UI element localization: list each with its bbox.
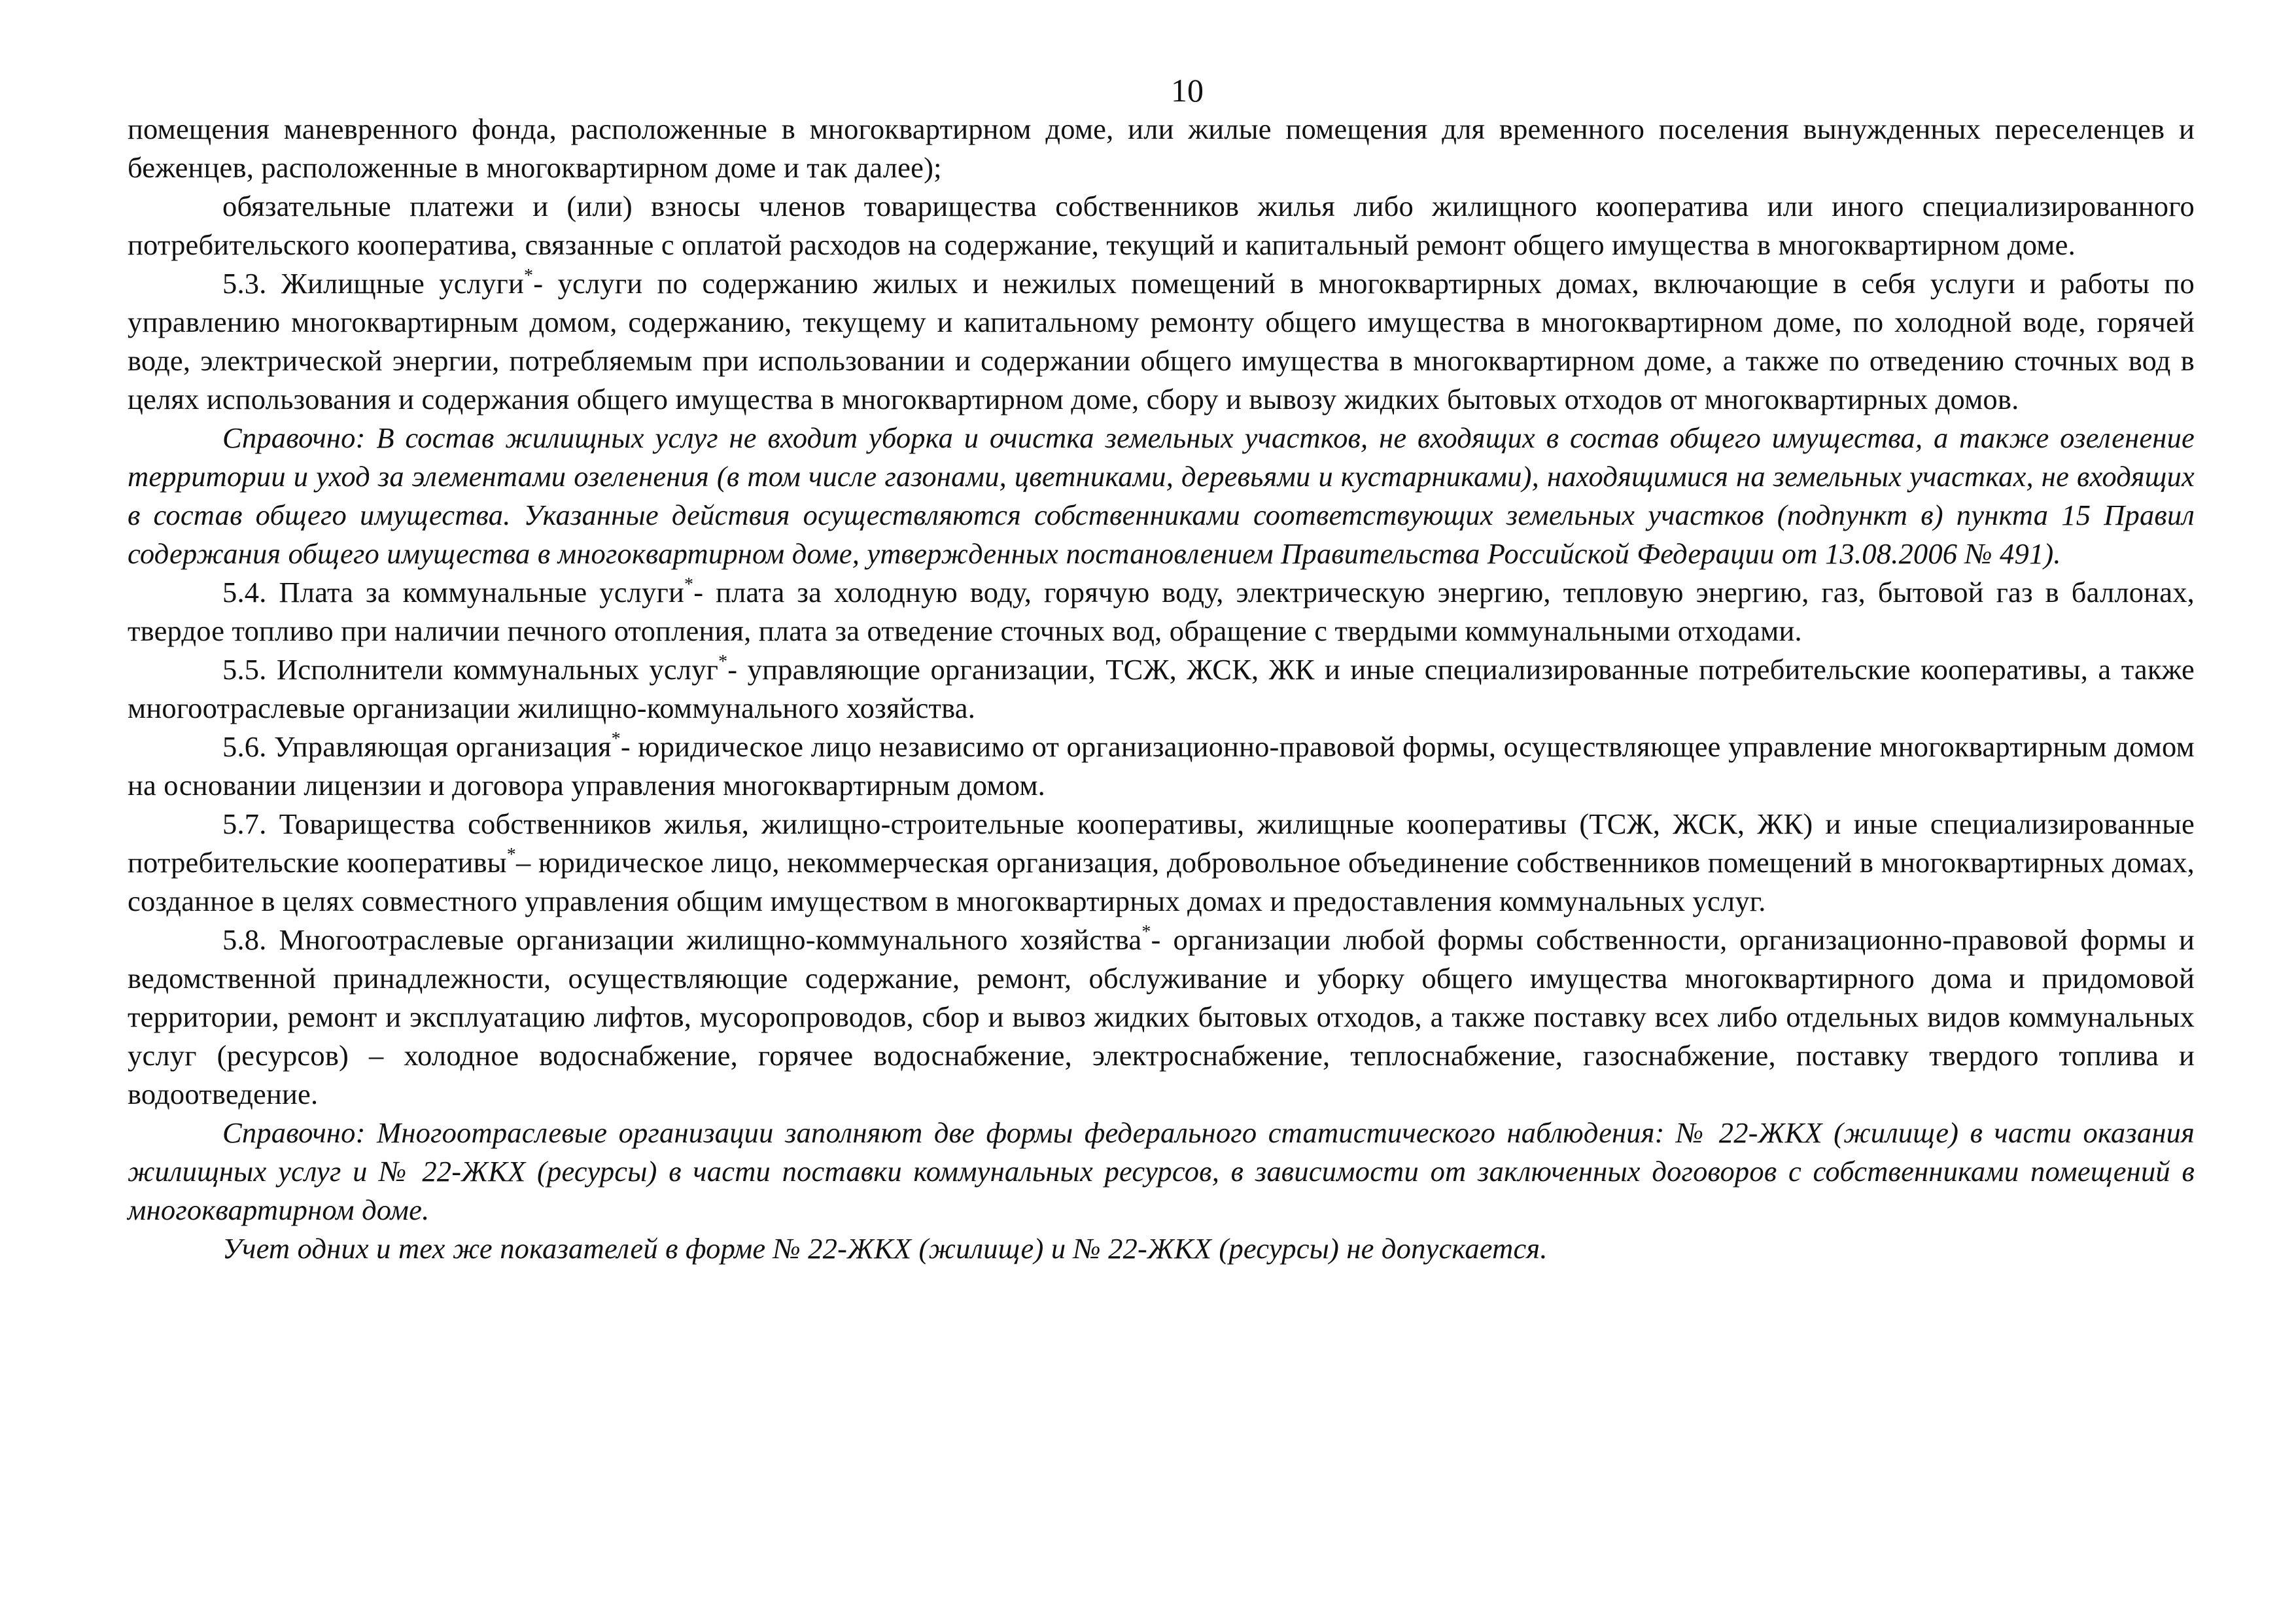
asterisk-mark: * (506, 845, 516, 865)
asterisk-mark: * (718, 652, 728, 672)
reference-note-1 (128, 419, 2195, 573)
paragraph-text: 5.3. Жилищные услуги (222, 267, 525, 300)
reference-note-2 (128, 1114, 2195, 1229)
asterisk-mark: * (684, 574, 694, 595)
paragraph-text-rest: - организации любой формы собственности, организационно-правовой формы и ведомственной принадлежности, осуществляющие содержание, ремонт, обслуживание и уборку общего имущества многоквартирного дома и придомовой территории, ремонт и эксплуатацию лифтов, мусоропроводов, сбор и вывоз жидких бытовых отходов, а также поставку всех либо отдельных видов коммунальных услуг (ресурсов) – холодное водоснабжение, горячее водоснабжение, электроснабжение, теплоснабжение, газоснабжение, поставку твердого топлива и водоотведение. (128, 923, 2195, 1110)
paragraph-text-rest: – юридическое лицо, некоммерческая организация, добровольное объединение собственников помещений в многоквартирных домах, созданное в целях совместного управления общим имуществом в многоквартирных домах и предоставления коммунальных услуг. (128, 846, 2195, 917)
paragraph-5-7 (128, 805, 2195, 921)
paragraph-text: 5.5. Исполнители коммунальных услуг (222, 653, 719, 686)
paragraph-continuation (128, 110, 2195, 187)
note-text: Справочно: В состав жилищных услуг не входит уборка и очистка земельных участков, не входящих в состав общего имущества, а также озеленение территории и уход за элементами озеленения (в том числе газонами, цветниками, деревьями и кустарниками), находящимися на земельных участках, не входящих в состав общего имущества. Указанные действия осуществляются собственниками соответствующих земельных участков (подпункт в) пункта 15 Правил содержания общего имущества в многоквартирном доме, утвержденных постановлением Правительства Российской Федерации от 13.08.2006 № 491). (128, 421, 2195, 570)
note-text: Учет одних и тех же показателей в форме № 22-ЖКХ (жилище) и № 22-ЖКХ (ресурсы) не допускается. (222, 1232, 1548, 1265)
paragraph-5-6 (128, 728, 2195, 805)
note-text: Справочно: Многоотраслевые организации заполняют две формы федерального статистического наблюдения: № 22-ЖКХ (жилище) в части оказания жилищных услуг и № 22-ЖКХ (ресурсы) в части поставки коммунальных ресурсов, в зависимости от заключенных договоров с собственниками помещений в многоквартирном доме. (128, 1116, 2195, 1226)
paragraph-text: 5.7. Товарищества собственников жилья, жилищно-строительные кооперативы, жилищные кооперативы (ТСЖ, ЖСК, ЖК) и иные специализированные потребительские кооперативы (128, 807, 2195, 879)
asterisk-mark: * (524, 266, 534, 286)
paragraph-text-rest: - управляющие организации, ТСЖ, ЖСК, ЖК и иные специализированные потребительские кооперативы, а также многоотраслевые организации жилищно-коммунального хозяйства. (128, 653, 2195, 724)
paragraph-text: 5.8. Многоотраслевые организации жилищно-коммунального хозяйства (222, 923, 1142, 956)
paragraph-text: 5.6. Управляющая организация (222, 730, 612, 763)
reference-note-3 (128, 1229, 2195, 1268)
paragraph-text-rest: - плата за холодную воду, горячую воду, электрическую энергию, тепловую энергию, газ, бытовой газ в баллонах, твердое топливо при наличии печного отопления, плата за отведение сточных вод, обращение с твердыми коммунальными отходами. (128, 576, 2195, 647)
paragraph-5-3 (128, 264, 2195, 419)
paragraph-5-5 (128, 650, 2195, 728)
paragraph-text: 5.4. Плата за коммунальные услуги (222, 576, 684, 609)
paragraph-text-rest: - юридическое лицо независимо от организационно-правовой формы, осуществляющее управление многоквартирным домом на основании лицензии и договора управления многоквартирным домом. (128, 730, 2195, 802)
paragraph-obligatory-payments (128, 187, 2195, 264)
asterisk-mark: * (1141, 922, 1151, 942)
page-number: 10 (1171, 72, 1204, 109)
paragraph-text: помещения маневренного фонда, расположенные в многоквартирном доме, или жилые помещения для временного поселения вынужденных переселенцев и беженцев, расположенные в многоквартирном доме и так далее); (128, 113, 2195, 184)
asterisk-mark: * (611, 729, 621, 749)
document-page (128, 71, 2195, 1268)
paragraph-text-rest: - услуги по содержанию жилых и нежилых помещений в многоквартирных домах, включающие в себя услуги и работы по управлению многоквартирным домом, содержанию, текущему и капитальному ремонту общего имущества в многоквартирном доме, по холодной воде, горячей воде, электрической энергии, потребляемым при использовании и содержании общего имущества в многоквартирном доме, а также по отведению сточных вод в целях использования и содержания общего имущества в многоквартирном доме, сбору и вывозу жидких бытовых отходов от многоквартирных домов. (128, 267, 2195, 415)
paragraph-5-8 (128, 921, 2195, 1114)
paragraph-5-4 (128, 573, 2195, 650)
paragraph-text: обязательные платежи и (или) взносы членов товарищества собственников жилья либо жилищного кооператива или иного специализированного потребительского кооператива, связанные с оплатой расходов на содержание, текущий и капитальный ремонт общего имущества в многоквартирном доме. (128, 190, 2195, 261)
